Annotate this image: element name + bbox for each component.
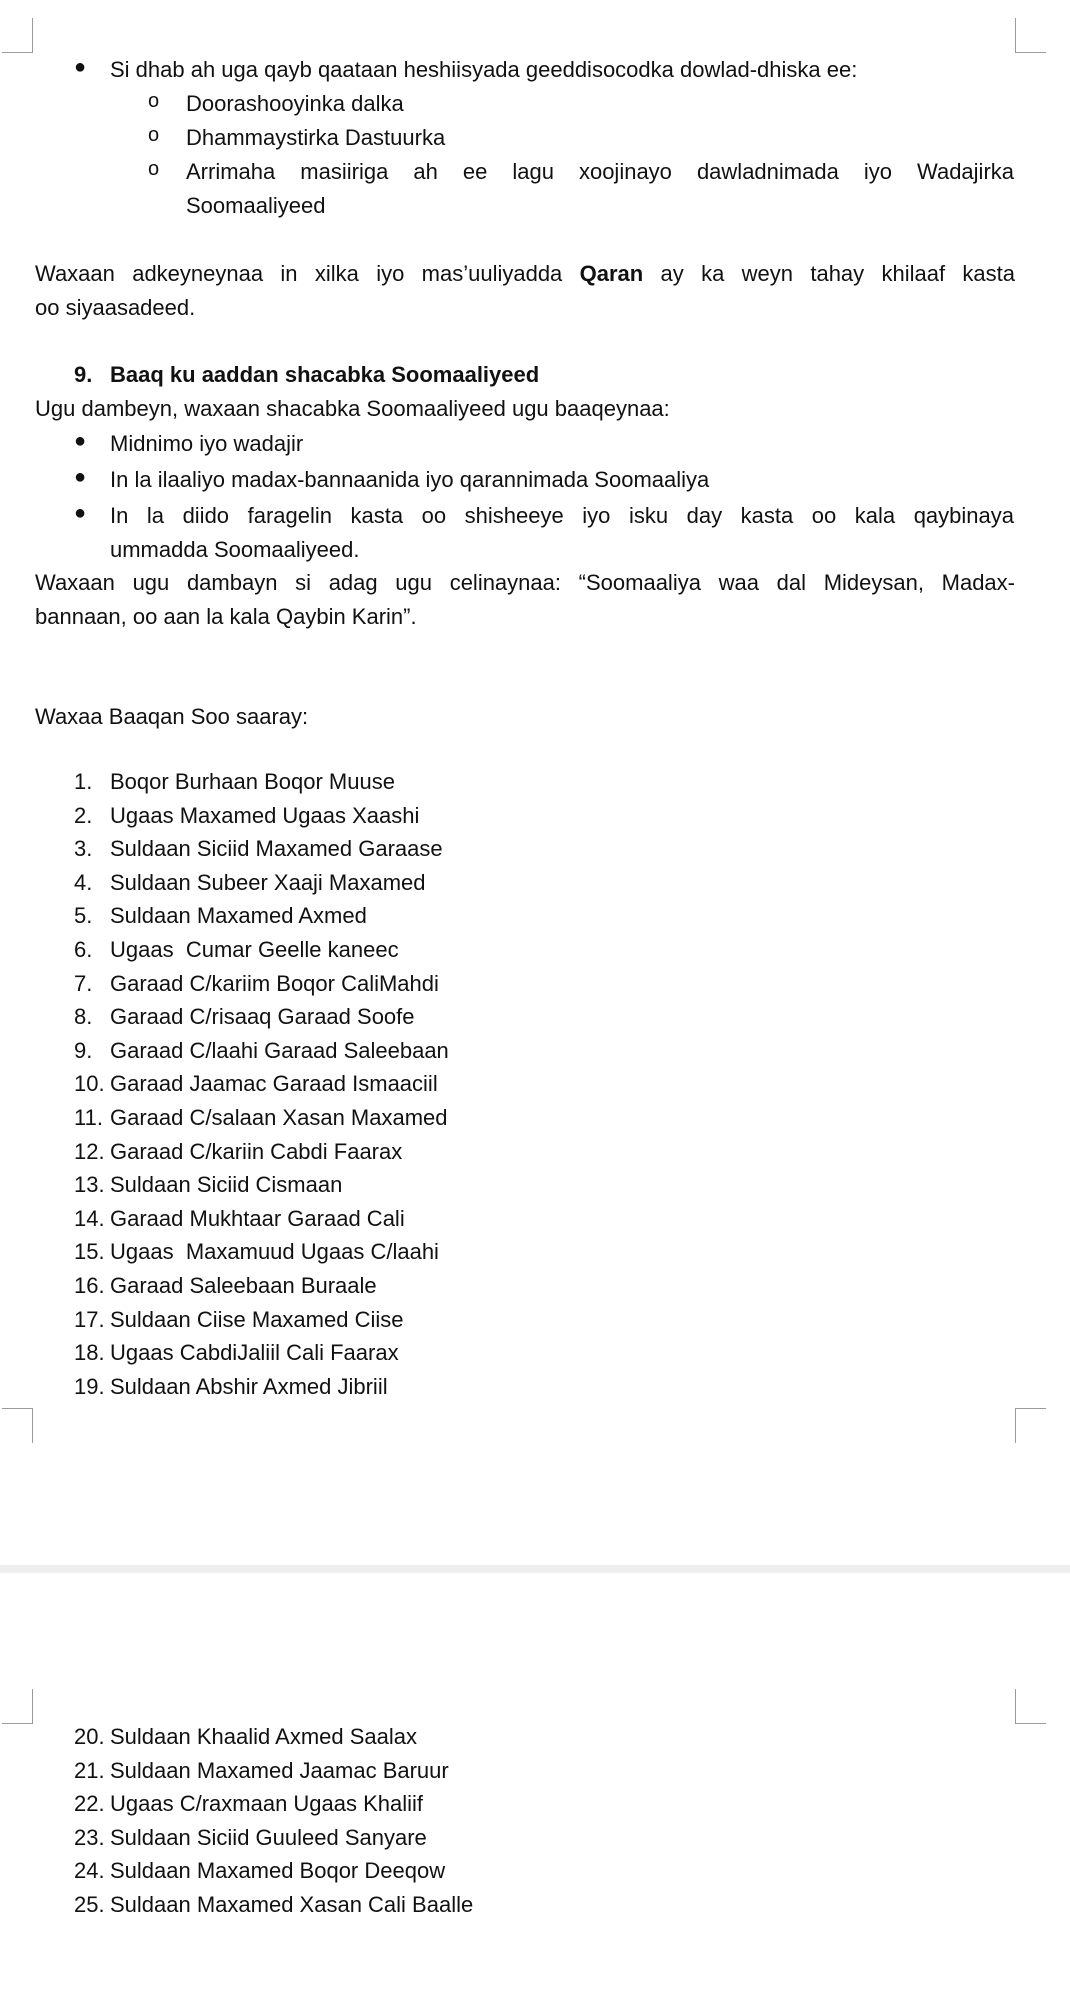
list-number: 10. [74, 1071, 105, 1097]
paragraph: Ugu dambeyn, waxaan shacabka Soomaaliyeed ugu baaqeynaa: [35, 396, 670, 421]
list-number: 16. [74, 1273, 105, 1298]
page-separator [0, 1565, 1070, 1573]
signatory-name: Suldaan Maxamed Xasan Cali Baalle [110, 1892, 474, 1917]
closing-paragraph-line: bannaan, oo aan la kala Qaybin Karin”. [35, 604, 417, 629]
list-number: 5. [74, 903, 93, 929]
signatory-name: Suldaan Ciise Maxamed Ciise [110, 1306, 404, 1332]
list-number: 23. [74, 1824, 105, 1850]
signatory-name: Garaad C/risaaq Garaad Soofe [110, 1004, 415, 1030]
margin-corner-mark [2, 18, 33, 53]
list-number: 11. [74, 1105, 103, 1130]
bullet-icon: ● [74, 56, 87, 78]
sub-bullet-item-continuation: Soomaaliyeed [186, 193, 326, 218]
signatory-name: Garaad C/salaan Xasan Maxamed [110, 1105, 448, 1130]
sub-bullet-icon: o [148, 124, 160, 146]
signatory-name: Suldaan Abshir Axmed Jibriil [110, 1373, 388, 1399]
paragraph-line: oo siyaasadeed. [35, 295, 196, 320]
list-number: 19. [74, 1373, 105, 1399]
list-number: 21. [74, 1757, 105, 1783]
section-number: 9. [74, 362, 93, 387]
paragraph-text: Waxaan adkeyneynaa in xilka iyo mas’uuliyadda [35, 261, 580, 286]
signatory-name: Garaad Mukhtaar Garaad Cali [110, 1205, 405, 1231]
signatory-name: Suldaan Maxamed Boqor Deeqow [110, 1858, 446, 1884]
bullet-icon: ● [74, 502, 87, 524]
margin-corner-mark [1015, 1408, 1046, 1443]
list-number: 2. [74, 802, 93, 828]
signatory-name: Suldaan Siciid Cismaan [110, 1172, 343, 1198]
list-number: 8. [74, 1004, 93, 1030]
sub-bullet-item: Doorashooyinka dalka [186, 91, 404, 116]
bullet-icon: ● [74, 430, 87, 452]
list-number: 9. [74, 1037, 93, 1063]
list-number: 7. [74, 970, 93, 996]
signatory-name: Suldaan Maxamed Axmed [110, 903, 367, 929]
list-number: 25. [74, 1892, 105, 1917]
signatory-name: Garaad C/laahi Garaad Saleebaan [110, 1037, 449, 1063]
signatory-name: Garaad C/kariin Cabdi Faarax [110, 1138, 403, 1164]
bullet-item: Midnimo iyo wadajir [110, 431, 304, 456]
document-page-2 [0, 1573, 1070, 2007]
signatory-name: Garaad Jaamac Garaad Ismaaciil [110, 1071, 438, 1097]
signatory-name: Suldaan Siciid Maxamed Garaase [110, 836, 443, 862]
bullet-item-continuation: ummadda Soomaaliyeed. [110, 537, 360, 562]
margin-corner-mark [1015, 1689, 1046, 1724]
list-number: 1. [74, 769, 93, 794]
sub-bullet-item: Arrimaha masiiriga ah ee lagu xoojinayo dawladnimada iyo Wadajirka [186, 159, 1014, 184]
bullet-item: In la diido faragelin kasta oo shisheeye iyo isku day kasta oo kala qaybinaya [110, 503, 1014, 528]
signatory-name: Garaad C/kariim Boqor CaliMahdi [110, 970, 439, 996]
signatory-name: Ugaas CabdiJaliil Cali Faarax [110, 1340, 399, 1366]
paragraph-text: ay ka weyn tahay khilaaf kasta [643, 261, 1015, 286]
paragraph [35, 258, 1015, 290]
bullet-icon: ● [74, 466, 87, 488]
list-number: 13. [74, 1172, 105, 1198]
list-number: 20. [74, 1724, 105, 1749]
list-number: 14. [74, 1205, 105, 1231]
margin-corner-mark [2, 1408, 33, 1443]
bullet-item: Si dhab ah uga qayb qaataan heshiisyada geeddisocodka dowlad-dhiska ee: [110, 57, 858, 82]
signatory-name: Ugaas Maxamed Ugaas Xaashi [110, 802, 420, 828]
margin-corner-mark [2, 1689, 33, 1724]
signatory-name: Ugaas Maxamuud Ugaas C/laahi [110, 1239, 439, 1265]
section-heading: Baaq ku aaddan shacabka Soomaaliyeed [110, 362, 540, 387]
list-number: 18. [74, 1340, 105, 1366]
list-number: 12. [74, 1138, 105, 1164]
sub-bullet-icon: o [148, 90, 160, 112]
signatory-name: Ugaas Cumar Geelle kaneec [110, 937, 399, 962]
signatory-name: Ugaas C/raxmaan Ugaas Khaliif [110, 1791, 424, 1817]
sub-bullet-item: Dhammaystirka Dastuurka [186, 125, 446, 150]
list-number: 3. [74, 836, 93, 862]
signatory-name: Suldaan Siciid Guuleed Sanyare [110, 1824, 427, 1850]
list-number: 17. [74, 1306, 105, 1332]
margin-corner-mark [1015, 18, 1046, 53]
bullet-item: In la ilaaliyo madax-bannaanida iyo qarannimada Soomaaliya [110, 467, 710, 492]
list-number: 4. [74, 869, 93, 895]
signatories-label: Waxaa Baaqan Soo saaray: [35, 704, 309, 729]
signatory-name: Suldaan Maxamed Jaamac Baruur [110, 1757, 449, 1783]
sub-bullet-icon: o [148, 158, 160, 180]
bold-text: Qaran [579, 261, 644, 286]
list-number: 24. [74, 1858, 105, 1884]
signatory-name: Garaad Saleebaan Buraale [110, 1273, 377, 1298]
signatory-name: Suldaan Subeer Xaaji Maxamed [110, 869, 426, 895]
signatory-name: Suldaan Khaalid Axmed Saalax [110, 1724, 417, 1749]
signatory-name: Boqor Burhaan Boqor Muuse [110, 769, 395, 794]
closing-paragraph: Waxaan ugu dambayn si adag ugu celinaynaa: “Soomaaliya waa dal Mideysan, Madax- [35, 570, 1015, 595]
list-number: 15. [74, 1239, 105, 1265]
list-number: 6. [74, 937, 93, 962]
list-number: 22. [74, 1791, 105, 1817]
